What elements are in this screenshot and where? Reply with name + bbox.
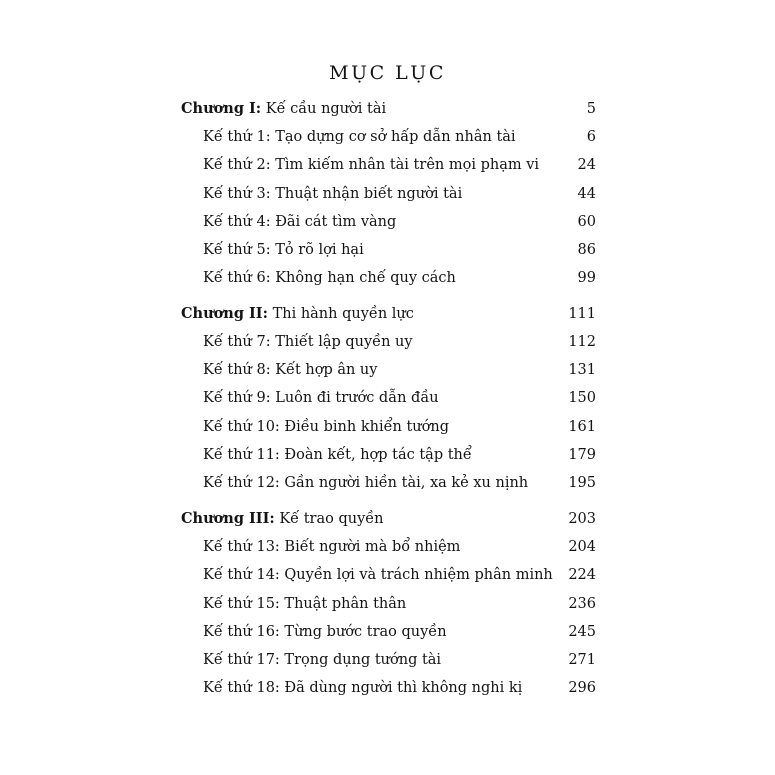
section-label: Kế thứ 8: Kết hợp ân uy — [203, 362, 378, 378]
section-label: Kế thứ 14: Quyền lợi và trách nhiệm phân minh — [203, 567, 553, 583]
section-label: Kế thứ 7: Thiết lập quyền uy — [203, 334, 413, 350]
page-number: 6 — [586, 129, 596, 145]
section-label: Kế thứ 15: Thuật phân thân — [203, 596, 407, 612]
page-title: MỤC LỤC — [329, 62, 446, 84]
toc-chapter-entry — [181, 99, 596, 119]
toc-section-entry — [203, 622, 596, 642]
toc-section-entry — [203, 184, 596, 204]
page-number: 86 — [577, 242, 596, 258]
page-number: 131 — [568, 362, 596, 378]
toc-section-entry — [203, 594, 596, 614]
toc-chapter-entry — [181, 304, 596, 324]
section-label: Kế thứ 10: Điều binh khiển tướng — [203, 419, 449, 435]
chapter-title: Kế trao quyền — [279, 511, 384, 527]
section-label: Kế thứ 9: Luôn đi trước dẫn đầu — [203, 390, 439, 406]
page-number: 112 — [568, 334, 596, 350]
toc-section-entry — [203, 537, 596, 557]
page-number: 179 — [568, 447, 596, 463]
page-number: 24 — [577, 157, 596, 173]
toc-section-entry — [203, 650, 596, 670]
page-number: 5 — [586, 101, 596, 117]
toc-section-entry — [203, 360, 596, 380]
chapter-prefix: Chương I: — [181, 100, 262, 117]
toc-section-entry — [203, 127, 596, 147]
chapter-title: Kế cầu người tài — [265, 101, 387, 117]
toc-section-entry — [203, 417, 596, 437]
page-number: 44 — [577, 186, 596, 202]
page-number: 271 — [568, 652, 596, 668]
page-number: 204 — [568, 539, 596, 555]
section-label: Kế thứ 2: Tìm kiếm nhân tài trên mọi phạm vi — [203, 157, 540, 173]
page-number: 161 — [568, 419, 596, 435]
page-number: 245 — [568, 624, 596, 640]
page-number: 296 — [568, 680, 596, 696]
section-label: Kế thứ 11: Đoàn kết, hợp tác tập thể — [203, 447, 472, 463]
chapter-prefix: Chương III: — [181, 510, 275, 527]
section-label: Kế thứ 5: Tỏ rõ lợi hại — [203, 242, 364, 258]
toc-section-entry — [203, 332, 596, 352]
chapter-heading — [181, 99, 386, 119]
section-label: Kế thứ 6: Không hạn chế quy cách — [203, 270, 456, 286]
section-label: Kế thứ 18: Đã dùng người thì không nghi kị — [203, 680, 523, 696]
toc-section-entry — [203, 678, 596, 698]
toc-section-entry — [203, 212, 596, 232]
toc-section-entry — [203, 445, 596, 465]
section-label: Kế thứ 1: Tạo dựng cơ sở hấp dẫn nhân tài — [203, 129, 516, 145]
section-label: Kế thứ 16: Từng bước trao quyền — [203, 624, 447, 640]
section-label: Kế thứ 12: Gần người hiền tài, xa kẻ xu nịnh — [203, 475, 529, 491]
chapter-heading — [181, 304, 414, 324]
chapter-prefix: Chương II: — [181, 305, 268, 322]
toc-section-entry — [203, 240, 596, 260]
page-number: 99 — [577, 270, 596, 286]
page-number: 60 — [577, 214, 596, 230]
toc-section-entry — [203, 268, 596, 288]
page-number: 224 — [568, 567, 596, 583]
section-label: Kế thứ 4: Đãi cát tìm vàng — [203, 214, 397, 230]
section-label: Kế thứ 13: Biết người mà bổ nhiệm — [203, 539, 461, 555]
page-number: 236 — [568, 596, 596, 612]
toc-section-entry — [203, 565, 596, 585]
toc-section-entry — [203, 388, 596, 408]
toc-section-entry — [203, 473, 596, 493]
toc-chapter-entry — [181, 509, 596, 529]
page-number: 195 — [568, 475, 596, 491]
chapter-title: Thi hành quyền lực — [272, 306, 414, 322]
toc-section-entry — [203, 155, 596, 175]
section-label: Kế thứ 17: Trọng dụng tướng tài — [203, 652, 442, 668]
page-number: 150 — [568, 390, 596, 406]
page-number: 203 — [568, 511, 596, 527]
chapter-heading — [181, 509, 384, 529]
section-label: Kế thứ 3: Thuật nhận biết người tài — [203, 186, 463, 202]
page-number: 111 — [568, 306, 596, 322]
